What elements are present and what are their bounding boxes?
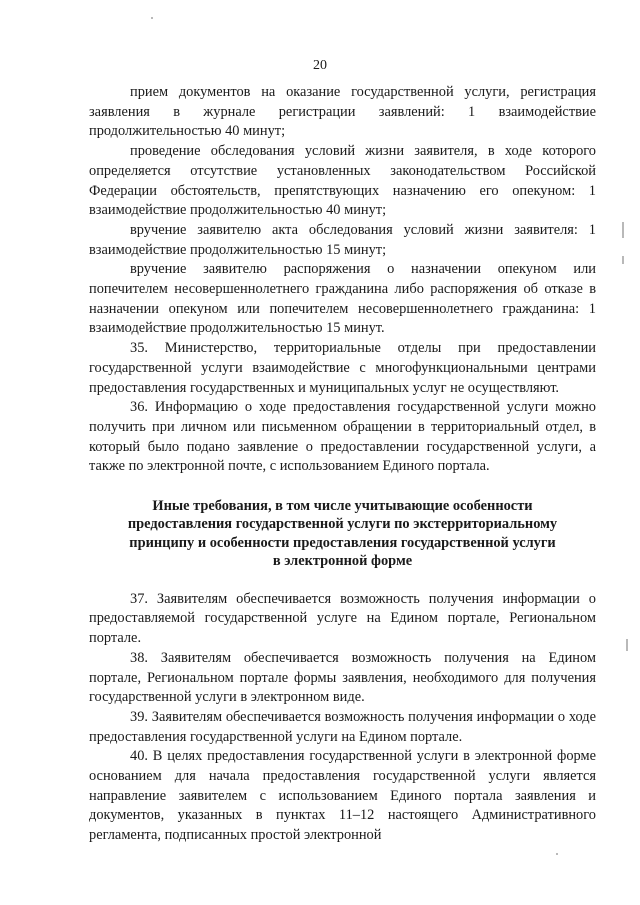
section-heading — [89, 497, 596, 571]
paragraph: вручение заявителю акта обследования условий жизни заявителя: 1 взаимодействие продолжительностью 15 минут; — [89, 221, 596, 258]
page-number: 20 — [313, 58, 327, 73]
paragraph-item-40: 40. В целях предоставления государственной услуги в электронной форме основанием для начала предоставления государственной услуги является направление заявителем с использованием Единого портала заявления и документов, указанных в пунктах 11–12 настоящего Административного регламента, подписанных простой электронной — [89, 748, 596, 844]
section-heading-line: Иные требования, в том числе учитывающие особенности — [152, 498, 533, 515]
paragraph-item-39: 39. Заявителям обеспечивается возможность получения информации о ходе предоставления государственной услуги на Едином портале. — [89, 708, 596, 745]
scan-mark — [556, 853, 558, 855]
paragraph-item-36: 36. Информацию о ходе предоставления государственной услуги можно получить при личном или письменном обращении в территориальный отдел, в который было подано заявление о предоставлении государственной услуги, а также по электронной почте, с использованием Единого портала. — [89, 399, 596, 475]
paragraph-item-37: 37. Заявителям обеспечивается возможность получения информации о предоставляемой государственной услуге на Едином портале, Региональном портале. — [89, 590, 596, 647]
paragraph-item-35: 35. Министерство, территориальные отделы при предоставлении государственной услуги взаимодействие с многофункциональными центрами предоставления государственных и муниципальных услуг не осуществляют. — [89, 340, 596, 396]
paragraph-item-38: 38. Заявителям обеспечивается возможность получения на Едином портале, Региональном портале формы заявления, необходимого для получения государственной услуги в электронном виде. — [89, 649, 596, 706]
scan-mark — [151, 17, 153, 19]
paragraph: вручение заявителю распоряжения о назначении опекуном или попечителем несовершеннолетнего гражданина либо распоряжения об отказе в назначении опекуном или попечителем несовершеннолетнего гражданина: 1 взаимодействие продолжительностью 15 минут. — [89, 261, 596, 337]
section-heading-line: предоставления государственной услуги по экстерриториальному — [127, 516, 558, 533]
scan-mark — [622, 256, 624, 264]
paragraph: проведение обследования условий жизни заявителя, в ходе которого определяется отсутствие установленных законодательством Российской Федерации обстоятельств, препятствующих назначению его опекуном: 1 взаимодействие продолжительностью 40 минут; — [89, 143, 596, 219]
scan-mark — [622, 222, 624, 238]
paragraph: прием документов на оказание государственной услуги, регистрация заявления в журнале регистрации заявлений: 1 взаимодействие продолжительностью 40 минут; — [89, 84, 596, 140]
scan-mark — [626, 639, 628, 651]
page-body — [89, 83, 596, 846]
section-heading-line: в электронной форме — [272, 553, 413, 570]
section-heading-line: принципу и особенности предоставления государственной услуги — [129, 534, 556, 551]
